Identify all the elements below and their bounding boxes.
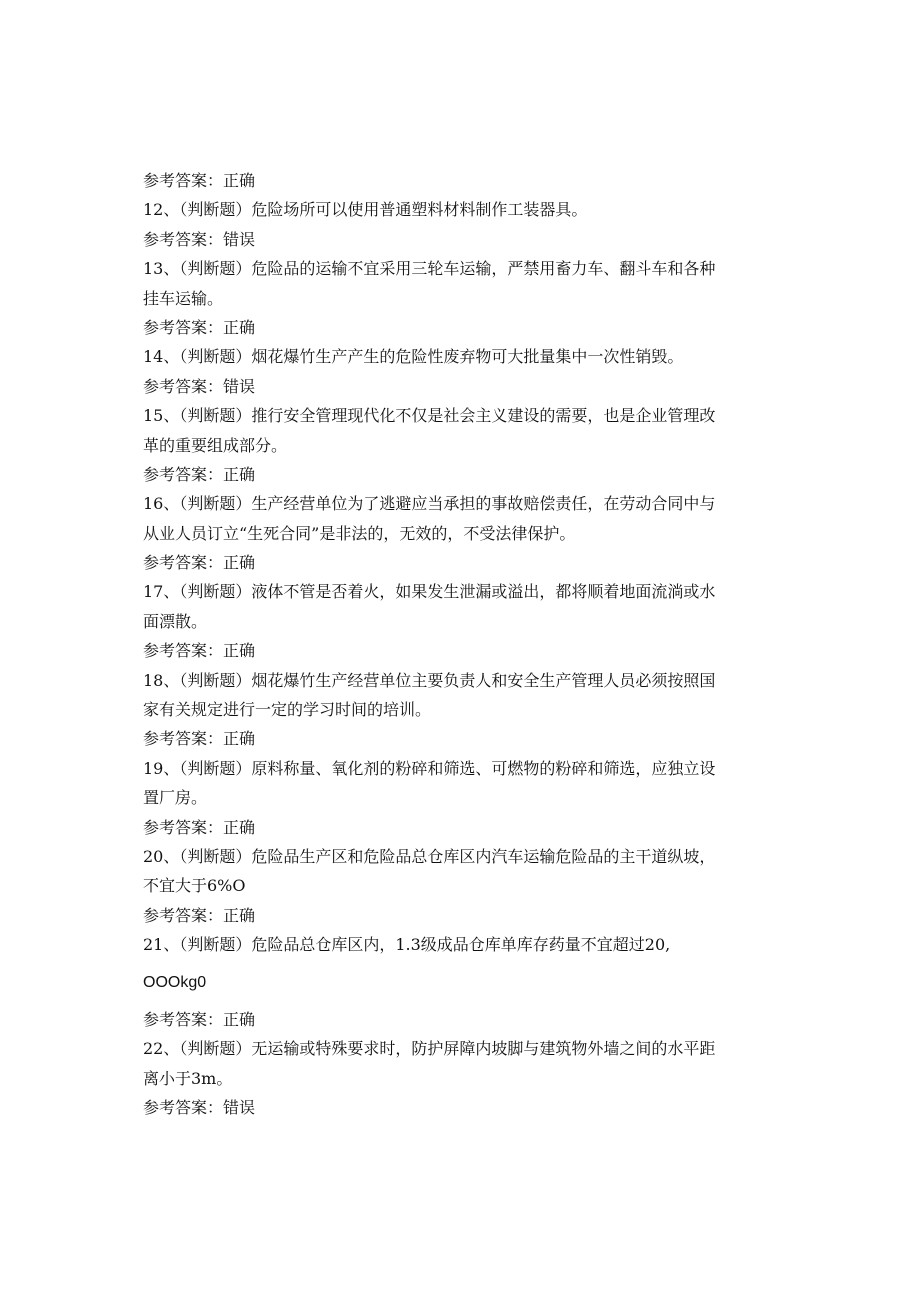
question-line: 19、（判断题）原料称量、氧化剂的粉碎和筛选、可燃物的粉碎和筛选，应独立设 [143, 758, 716, 778]
answer-line: 参考答案：正确 [143, 1009, 256, 1029]
answer-line: 参考答案：正确 [143, 464, 256, 484]
question-line-continued: 不宜大于6%O [143, 876, 246, 896]
answer-line: 参考答案：错误 [143, 376, 256, 396]
question-line: 12、（判断题）危险场所可以使用普通塑料材料制作工装器具。 [143, 200, 588, 220]
answer-line: 参考答案：错误 [143, 229, 256, 249]
question-line-continued: OOOkg0 [143, 973, 207, 991]
question-line: 22、（判断题）无运输或特殊要求时，防护屏障内坡脚与建筑物外墙之间的水平距 [143, 1039, 716, 1059]
question-line: 17、（判断题）液体不管是否着火，如果发生泄漏或溢出，都将顺着地面流淌或水 [143, 582, 716, 602]
answer-line: 参考答案：正确 [143, 905, 256, 925]
question-line: 15、（判断题）推行安全管理现代化不仅是社会主义建设的需要，也是企业管理改 [143, 406, 716, 426]
answer-line: 参考答案：正确 [143, 817, 256, 837]
answer-line: 参考答案：正确 [143, 641, 256, 661]
question-line-continued: 家有关规定进行一定的学习时间的培训。 [143, 700, 432, 720]
question-line-continued: 置厂房。 [143, 788, 208, 808]
question-list [143, 166, 763, 1123]
question-line: 21、（判断题）危险品总仓库区内，1.3级成品仓库单库存药量不宜超过20, [143, 935, 671, 955]
question-line-continued: 革的重要组成部分。 [143, 435, 288, 455]
answer-line: 参考答案：正确 [143, 171, 256, 190]
question-line: 16、（判断题）生产经营单位为了逃避应当承担的事故赔偿责任，在劳动合同中与 [143, 494, 716, 514]
question-line-continued: 离小于3m。 [143, 1068, 233, 1088]
question-line-continued: 挂车运输。 [143, 288, 224, 308]
question-line-continued: 面漂散。 [143, 611, 208, 631]
answer-line: 参考答案：正确 [143, 317, 256, 337]
answer-line: 参考答案：正确 [143, 729, 256, 749]
question-line-continued: 从业人员订立“生死合同”是非法的，无效的，不受法律保护。 [143, 523, 576, 543]
question-line: 14、（判断题）烟花爆竹生产产生的危险性废弃物可大批量集中一次性销毁。 [143, 347, 684, 367]
question-line: 18、（判断题）烟花爆竹生产经营单位主要负责人和安全生产管理人员必须按照国 [143, 670, 716, 690]
answer-line: 参考答案：错误 [143, 1098, 256, 1118]
answer-line: 参考答案：正确 [143, 553, 256, 573]
question-line: 20、（判断题）危险品生产区和危险品总仓库区内汽车运输危险品的主干道纵坡， [143, 846, 716, 866]
question-line: 13、（判断题）危险品的运输不宜采用三轮车运输，严禁用畜力车、翻斗车和各种 [143, 259, 716, 279]
